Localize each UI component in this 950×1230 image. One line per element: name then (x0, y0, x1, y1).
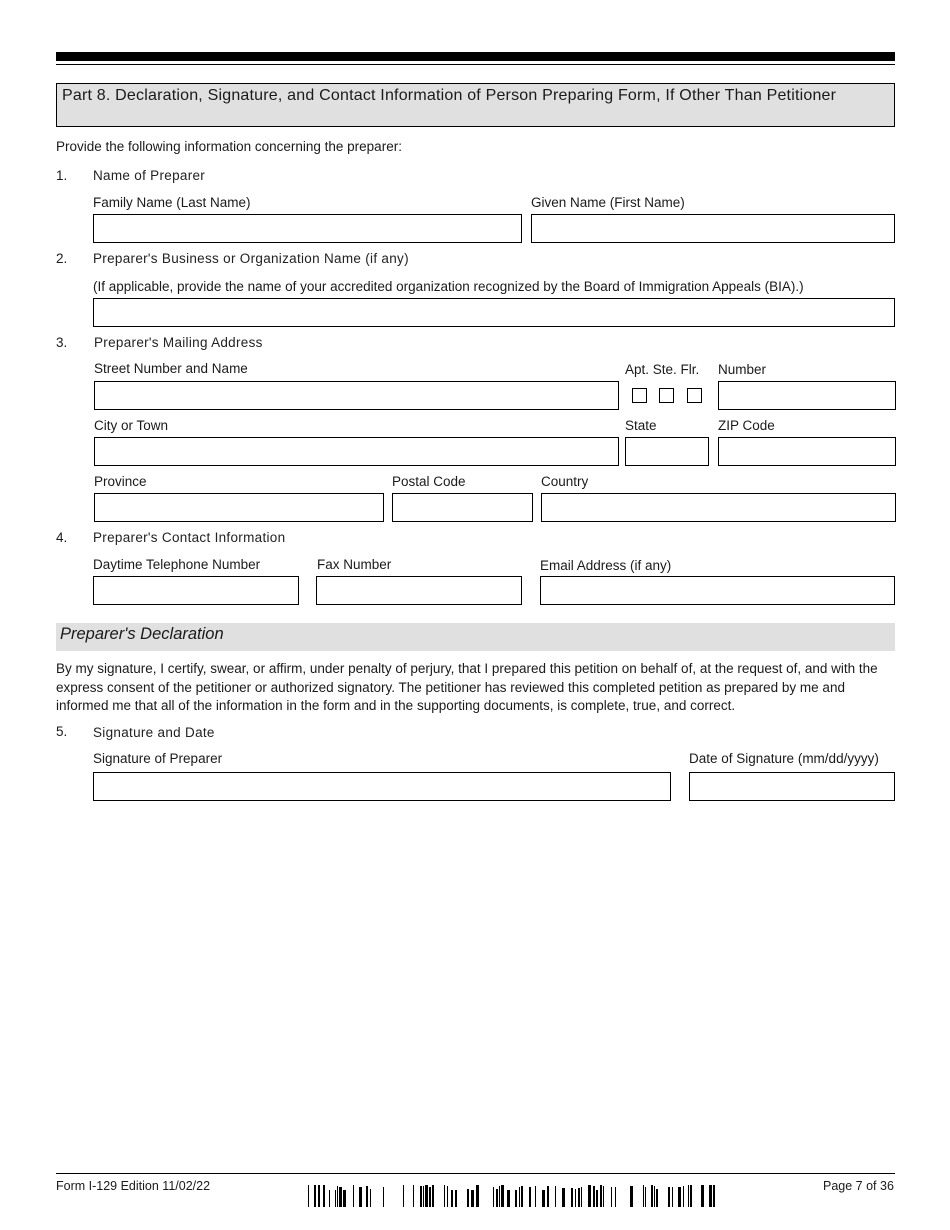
city-input[interactable] (94, 437, 619, 466)
declaration-text: By my signature, I certify, swear, or affirm, under penalty of perjury, that I prepared this petition on behalf of, at the request of, and with the express consent of the petitioner or authorized signatory. The petitioner has reviewed this completed petition as prepared by me and informed me that all of the information in the form and in the supporting documents, is complete, true, and correct. (56, 661, 878, 713)
item-title: Name of Preparer (93, 168, 206, 183)
signature-label: Signature of Preparer (93, 751, 223, 766)
top-rule-thick (56, 52, 895, 61)
item-number: 3. (56, 335, 68, 350)
email-input[interactable] (540, 576, 895, 605)
signature-date-input[interactable] (689, 772, 895, 801)
item-number: 5. (56, 724, 68, 739)
signature-input[interactable] (93, 772, 671, 801)
state-select[interactable] (625, 437, 709, 466)
number-label: Number (718, 362, 767, 377)
item-number: 2. (56, 251, 68, 266)
ste-checkbox[interactable] (659, 388, 674, 403)
flr-checkbox[interactable] (687, 388, 702, 403)
item-number: 4. (56, 530, 68, 545)
given-name-input[interactable] (531, 214, 895, 243)
item-title: Signature and Date (93, 725, 215, 740)
country-label: Country (541, 474, 589, 489)
city-label: City or Town (94, 418, 169, 433)
apt-ste-flr-label: Apt. Ste. Flr. (625, 362, 700, 377)
part-header: Part 8. Declaration, Signature, and Contact Information of Person Preparing Form, If Other Than Petitioner (56, 83, 895, 127)
family-name-input[interactable] (93, 214, 522, 243)
email-label: Email Address (if any) (540, 558, 672, 573)
intro-text: Provide the following information concerning the preparer: (56, 139, 402, 154)
fax-label: Fax Number (317, 557, 392, 572)
signature-date-label: Date of Signature (mm/dd/yyyy) (689, 751, 879, 766)
apt-checkbox[interactable] (632, 388, 647, 403)
phone-label: Daytime Telephone Number (93, 557, 261, 572)
footer-rule (56, 1173, 895, 1174)
phone-input[interactable] (93, 576, 299, 605)
item-title: Preparer's Business or Organization Name (if any) (93, 251, 409, 266)
form-edition: Form I-129 Edition 11/02/22 (56, 1179, 211, 1193)
item-title: Preparer's Contact Information (93, 530, 286, 545)
fax-input[interactable] (316, 576, 522, 605)
item-number: 1. (56, 168, 68, 183)
barcode-icon (305, 1185, 715, 1207)
given-name-label: Given Name (First Name) (531, 195, 685, 210)
page-number: Page 7 of 36 (823, 1179, 894, 1193)
street-label: Street Number and Name (94, 361, 248, 376)
postal-code-input[interactable] (392, 493, 533, 522)
zip-input[interactable] (718, 437, 896, 466)
organization-name-input[interactable] (93, 298, 895, 327)
postal-code-label: Postal Code (392, 474, 466, 489)
declaration-title: Preparer's Declaration (60, 625, 224, 643)
province-input[interactable] (94, 493, 384, 522)
province-label: Province (94, 474, 147, 489)
zip-label: ZIP Code (718, 418, 775, 433)
family-name-label: Family Name (Last Name) (93, 195, 251, 210)
country-input[interactable] (541, 493, 896, 522)
item-title: Preparer's Mailing Address (94, 335, 263, 350)
top-rule-thin (56, 64, 895, 65)
street-input[interactable] (94, 381, 619, 410)
state-label: State (625, 418, 657, 433)
bia-note: (If applicable, provide the name of your accredited organization recognized by the Board of Immigration Appeals (BIA).) (93, 279, 804, 294)
apt-number-input[interactable] (718, 381, 896, 410)
